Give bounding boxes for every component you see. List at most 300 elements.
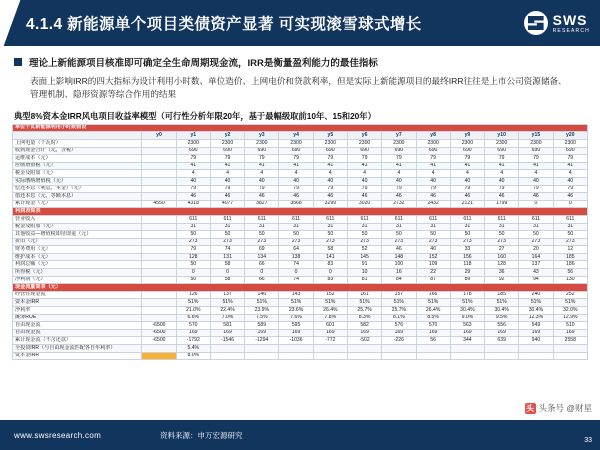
table-cell: 79 <box>347 185 381 193</box>
table-cell <box>142 170 176 178</box>
table-cell: -1546 <box>210 337 244 345</box>
table-row <box>13 162 588 170</box>
table-cell: y2 <box>210 132 244 140</box>
table-cell: 26.4% <box>313 307 347 315</box>
table-cell: 30.4% <box>450 307 484 315</box>
slide-footer <box>0 420 600 450</box>
table-cell <box>142 193 176 201</box>
table-cell: 690 <box>382 147 416 155</box>
table-cell: 79 <box>210 155 244 163</box>
table-row <box>13 238 588 246</box>
table-cell: 66 <box>245 276 279 284</box>
table-cell: 23.6% <box>279 307 313 315</box>
table-cell: 50 <box>176 261 210 269</box>
table-cell <box>245 345 279 353</box>
table-row <box>13 223 588 231</box>
table-cell <box>142 246 176 254</box>
table-cell: 92 <box>485 276 519 284</box>
table-cell: 7.0% <box>210 314 244 322</box>
row-label: 净利率 <box>13 307 142 315</box>
table-cell: y3 <box>245 132 279 140</box>
table-cell: 2558 <box>553 337 587 345</box>
table-cell: 31 <box>519 223 553 231</box>
table-row <box>13 269 588 277</box>
row-label: 摊薄ROE <box>13 314 142 322</box>
table-cell: 2300 <box>210 139 244 147</box>
table-row <box>13 215 588 223</box>
row-label: 维护成本（元） <box>13 253 142 261</box>
table-cell: 41 <box>416 162 450 170</box>
watermark-text: 头条号 @财星 <box>538 403 592 413</box>
table-cell: 152 <box>313 291 347 299</box>
table-cell: 66 <box>245 261 279 269</box>
table-cell <box>142 139 176 147</box>
table-row <box>13 352 588 360</box>
table-cell: 89 <box>450 276 484 284</box>
table-cell: 46 <box>347 193 381 201</box>
table-cell: 40 <box>347 177 381 185</box>
table-cell: 50 <box>176 276 210 284</box>
table-cell: 611 <box>176 215 210 223</box>
key-point-row <box>14 55 586 69</box>
table-cell <box>142 253 176 261</box>
table-cell: 690 <box>347 147 381 155</box>
table-cell: 31 <box>176 223 210 231</box>
table-cell: 52 <box>347 246 381 254</box>
table-cell: 51% <box>176 299 210 307</box>
table-cell: 570 <box>416 322 450 330</box>
table-cell: 41 <box>450 162 484 170</box>
table-cell: -226 <box>382 337 416 345</box>
table-cell: 31 <box>450 223 484 231</box>
table-cell: 46 <box>382 193 416 201</box>
table-cell: 51% <box>382 299 416 307</box>
table-cell: y6 <box>347 132 381 140</box>
row-label: 自由现金流 <box>13 329 142 337</box>
page-number: 33 <box>584 437 592 444</box>
row-label: 实际缴纳增值税（元） <box>13 177 142 185</box>
table-cell: 273 <box>553 238 587 246</box>
table-row <box>13 170 588 178</box>
table-cell: 64 <box>279 246 313 254</box>
brand-logo <box>524 11 590 35</box>
table-cell: 50 <box>450 231 484 239</box>
table-row <box>13 147 588 155</box>
table-cell: 46 <box>450 193 484 201</box>
table-cell: 690 <box>450 147 484 155</box>
table-cell: y15 <box>519 132 553 140</box>
row-label: 其他收益—增值税即征即退（元） <box>13 231 142 239</box>
section-label: 利润表简表 <box>13 208 588 216</box>
table-cell <box>142 155 176 163</box>
table-cell: 146 <box>245 291 279 299</box>
table-cell: 30.4% <box>485 307 519 315</box>
table-row <box>13 155 588 163</box>
table-cell: 50 <box>279 231 313 239</box>
row-label <box>13 132 142 140</box>
watermark-icon: 头 <box>526 403 534 413</box>
table-cell: 145 <box>347 253 381 261</box>
table-cell: 611 <box>485 215 519 223</box>
table-cell: 40 <box>382 177 416 185</box>
table-cell: 137 <box>210 291 244 299</box>
table-cell: 4 <box>485 170 519 178</box>
table-cell: 143 <box>279 291 313 299</box>
row-label: 全投资IRR（与自由现金流匹配各自年利率） <box>13 345 142 353</box>
table-cell: 40 <box>176 177 210 185</box>
table-cell: 152 <box>416 253 450 261</box>
row-label: 自由现金流 <box>13 322 142 330</box>
table-cell: 134 <box>245 253 279 261</box>
row-label: 偿还本息（利息、本金）（元） <box>13 185 142 193</box>
table-cell: 273 <box>176 238 210 246</box>
table-cell: 128 <box>485 261 519 269</box>
table-cell: 31 <box>485 223 519 231</box>
table-cell: 26.4% <box>416 307 450 315</box>
table-cell: 31 <box>279 223 313 231</box>
table-cell: 23.9% <box>245 307 279 315</box>
table-cell: 4 <box>347 170 381 178</box>
table-cell: 240 <box>519 291 553 299</box>
table-cell: 160 <box>485 253 519 261</box>
table-cell: 3020 <box>347 200 381 208</box>
table-cell <box>279 352 313 360</box>
table-cell: 690 <box>519 147 553 155</box>
table-cell: 69 <box>245 246 279 254</box>
table-cell: 10 <box>347 269 381 277</box>
table-cell: y20 <box>553 132 587 140</box>
table-cell <box>210 352 244 360</box>
table-cell <box>416 345 450 353</box>
table-cell: 79 <box>519 155 553 163</box>
table-cell <box>347 352 381 360</box>
table-cell: 40 <box>553 177 587 185</box>
table-cell: 3827 <box>245 200 279 208</box>
table-cell: 50 <box>245 231 279 239</box>
table-cell <box>142 291 176 299</box>
table-cell: 41 <box>176 162 210 170</box>
supporting-paragraph: 表面上影响IRR的四大指标为设计利用小时数、单位造价、上网电价和贷款利率，但是实际上新能源项目的最终IRR往往是上市公司资源储备、管理机制、隐形资源等综合作用的结果 <box>30 76 567 99</box>
table-cell: 0 <box>245 269 279 277</box>
table-cell <box>142 307 176 315</box>
table-cell <box>142 215 176 223</box>
table-cell: 46 <box>553 193 587 201</box>
table-cell: 186 <box>553 261 587 269</box>
table-cell: 4 <box>245 170 279 178</box>
table-cell <box>142 276 176 284</box>
table-cell <box>382 352 416 360</box>
table-cell: 79 <box>347 155 381 163</box>
table-cell: 169 <box>279 329 313 337</box>
table-cell: 41 <box>485 162 519 170</box>
table-caption: 典型8%资本金IRR风电项目收益率模型（可行性分析年限20年，基于最幅级取前10年、15和20年） <box>14 110 376 121</box>
table-cell: 25.7% <box>347 307 381 315</box>
table-cell: 582 <box>347 322 381 330</box>
table-cell: 79 <box>519 185 553 193</box>
table-header-row <box>13 132 588 140</box>
table-cell: 16 <box>382 269 416 277</box>
brand-subname: RESEARCH <box>552 27 590 34</box>
header-wedge-decor <box>0 0 20 46</box>
row-label: 所得税（元） <box>13 269 142 277</box>
table-cell: 12.9% <box>553 314 587 322</box>
table-cell: 56 <box>416 337 450 345</box>
table-cell: 690 <box>485 147 519 155</box>
financial-table-wrap <box>12 124 588 360</box>
table-cell <box>142 345 176 353</box>
table-cell: -6500 <box>142 337 176 345</box>
table-cell: 40 <box>519 177 553 185</box>
table-row <box>13 337 588 345</box>
table-cell: 50 <box>519 231 553 239</box>
table-cell: 20 <box>519 246 553 254</box>
table-cell: 611 <box>313 215 347 223</box>
table-cell: 79 <box>245 155 279 163</box>
table-cell: 169 <box>210 329 244 337</box>
table-cell: 690 <box>279 147 313 155</box>
table-cell: 21.0% <box>176 307 210 315</box>
table-cell: 50 <box>382 231 416 239</box>
table-cell <box>416 352 450 360</box>
table-cell: 46 <box>279 193 313 201</box>
table-cell: 79 <box>279 185 313 193</box>
table-cell: -772 <box>313 337 347 345</box>
table-cell: y1 <box>176 132 210 140</box>
table-cell: 91 <box>347 261 381 269</box>
table-cell: 8.0% <box>176 352 210 360</box>
table-cell: 41 <box>279 162 313 170</box>
table-cell: 94 <box>519 276 553 284</box>
table-cell: 12 <box>553 246 587 254</box>
table-cell: 0 <box>553 200 587 208</box>
table-cell: 51% <box>313 299 347 307</box>
table-cell: 156 <box>450 253 484 261</box>
table-cell: 40 <box>245 177 279 185</box>
table-cell: 157 <box>382 291 416 299</box>
table-cell: 51% <box>450 299 484 307</box>
row-label: 税金及附加（元） <box>13 170 142 178</box>
table-cell: 273 <box>245 238 279 246</box>
table-cell: 79 <box>210 185 244 193</box>
table-cell: 79 <box>450 185 484 193</box>
table-cell: 166 <box>416 291 450 299</box>
table-row <box>13 329 588 337</box>
table-cell: 137 <box>519 261 553 269</box>
section-label: 单位千瓦新能源利用小时数假设 <box>13 124 588 132</box>
sws-logo-icon <box>524 11 548 35</box>
table-cell: 611 <box>245 215 279 223</box>
table-cell: 4 <box>450 170 484 178</box>
table-cell: 46 <box>313 193 347 201</box>
table-cell: 690 <box>553 147 587 155</box>
table-cell <box>142 147 176 155</box>
table-cell: 611 <box>279 215 313 223</box>
table-cell: -1792 <box>176 337 210 345</box>
table-cell: 252 <box>553 291 587 299</box>
row-label: 利润总额（元） <box>13 261 142 269</box>
table-cell: 51% <box>279 299 313 307</box>
table-cell: 273 <box>416 238 450 246</box>
footer-source: 资料来源：申万宏源研究 <box>160 431 243 440</box>
table-cell: 2121 <box>450 200 484 208</box>
table-cell: 46 <box>382 246 416 254</box>
table-cell: 141 <box>313 253 347 261</box>
table-cell: 128 <box>176 253 210 261</box>
table-cell: 4 <box>313 170 347 178</box>
table-cell: 27 <box>485 246 519 254</box>
table-cell: 41 <box>347 162 381 170</box>
table-cell: 56 <box>553 269 587 277</box>
table-cell: 79 <box>485 185 519 193</box>
table-cell: 2300 <box>519 139 553 147</box>
table-cell: 51% <box>553 299 587 307</box>
table-cell: 0 <box>176 269 210 277</box>
table-cell <box>142 162 176 170</box>
table-cell: 273 <box>519 238 553 246</box>
table-cell: 79 <box>553 185 587 193</box>
table-cell: 690 <box>210 147 244 155</box>
row-label: 上网电量（千瓦时） <box>13 139 142 147</box>
table-cell: 589 <box>245 322 279 330</box>
table-cell: 51% <box>245 299 279 307</box>
table-cell: 25.7% <box>382 307 416 315</box>
table-cell: 273 <box>279 238 313 246</box>
table-cell: 50 <box>210 231 244 239</box>
table-cell: 130 <box>553 276 587 284</box>
table-cell: 79 <box>416 155 450 163</box>
table-row <box>13 261 588 269</box>
table-cell: 169 <box>382 329 416 337</box>
table-cell: 556 <box>485 322 519 330</box>
table-cell: 7.5% <box>245 314 279 322</box>
table-cell <box>142 231 176 239</box>
table-cell: 273 <box>313 238 347 246</box>
table-cell: 43 <box>519 269 553 277</box>
bullet-square-icon <box>14 58 22 66</box>
table-cell: 169 <box>553 329 587 337</box>
table-cell: 46 <box>176 193 210 201</box>
table-cell: y9 <box>450 132 484 140</box>
table-cell: 79 <box>450 155 484 163</box>
table-cell <box>279 345 313 353</box>
table-cell: -502 <box>347 337 381 345</box>
table-cell <box>519 352 553 360</box>
table-cell: -6500 <box>142 329 176 337</box>
table-cell: 22 <box>416 269 450 277</box>
table-cell: 4 <box>210 170 244 178</box>
table-cell: 2300 <box>416 139 450 147</box>
table-cell <box>553 345 587 353</box>
table-cell: 2300 <box>450 139 484 147</box>
table-cell <box>485 352 519 360</box>
table-cell: 50 <box>485 231 519 239</box>
table-cell: 51% <box>347 299 381 307</box>
table-row <box>13 307 588 315</box>
footer-website[interactable]: www.swsresearch.com <box>14 430 102 440</box>
table-cell: 41 <box>313 162 347 170</box>
table-cell: 40 <box>416 246 450 254</box>
table-cell: 40 <box>450 177 484 185</box>
table-cell: 1799 <box>485 200 519 208</box>
table-cell <box>142 177 176 185</box>
table-cell: 4550 <box>142 200 176 208</box>
table-cell: 690 <box>176 147 210 155</box>
table-cell: 31 <box>313 223 347 231</box>
table-cell: 169 <box>347 329 381 337</box>
table-cell: 118 <box>450 261 484 269</box>
table-cell: 4 <box>519 170 553 178</box>
table-cell: 570 <box>176 322 210 330</box>
table-section-header <box>13 284 588 292</box>
table-cell: 148 <box>382 253 416 261</box>
table-cell: 8.5% <box>416 314 450 322</box>
row-label: 资本金IRR <box>13 299 142 307</box>
row-label: 累计现金流（不含还款） <box>13 337 142 345</box>
table-cell: 51% <box>519 299 553 307</box>
table-cell: 40 <box>279 177 313 185</box>
table-cell: 690 <box>313 147 347 155</box>
table-cell: 79 <box>553 155 587 163</box>
table-cell: 595 <box>279 322 313 330</box>
table-cell: 4318 <box>176 200 210 208</box>
table-cell: 690 <box>416 147 450 155</box>
table-cell: 0 <box>313 269 347 277</box>
key-point-text: 理论上新能源项目核准即可确定全生命周期现金流，IRR是衡量盈利能力的最佳指标 <box>29 58 378 69</box>
table-cell: 46 <box>485 193 519 201</box>
table-cell: y5 <box>313 132 347 140</box>
table-cell: 2300 <box>279 139 313 147</box>
table-cell: 611 <box>416 215 450 223</box>
table-cell: 40 <box>210 177 244 185</box>
table-cell: 87 <box>416 276 450 284</box>
table-cell: 50 <box>176 231 210 239</box>
table-cell: 31 <box>245 223 279 231</box>
row-label: 税金及附加（元） <box>13 223 142 231</box>
table-cell: 4 <box>176 170 210 178</box>
table-cell: 2300 <box>176 139 210 147</box>
table-cell <box>142 185 176 193</box>
table-cell: 79 <box>176 155 210 163</box>
table-cell: 2300 <box>382 139 416 147</box>
table-cell: 7.6% <box>279 314 313 322</box>
table-cell: y10 <box>485 132 519 140</box>
table-cell: 58 <box>313 246 347 254</box>
table-section-header <box>13 208 588 216</box>
table-cell: 2300 <box>485 139 519 147</box>
table-cell <box>142 269 176 277</box>
table-section-header <box>13 124 588 132</box>
table-cell: 74 <box>279 261 313 269</box>
table-cell: 46 <box>245 193 279 201</box>
table-cell: 185 <box>485 291 519 299</box>
table-row <box>13 193 588 201</box>
table-cell <box>450 345 484 353</box>
page-title: 4.1.4 新能源单个项目类债资产显著 可实现滚雪球式增长 <box>26 16 422 33</box>
table-cell: 30.4% <box>519 307 553 315</box>
table-cell: 40 <box>416 177 450 185</box>
table-cell: 12.3% <box>519 314 553 322</box>
table-row <box>13 200 588 208</box>
table-row <box>13 314 588 322</box>
table-cell: 83 <box>313 276 347 284</box>
table-cell: 510 <box>553 322 587 330</box>
table-cell: 0 <box>279 269 313 277</box>
table-cell: 161 <box>347 291 381 299</box>
slide-header <box>0 0 600 46</box>
table-cell: 4 <box>279 170 313 178</box>
table-cell: 74 <box>210 246 244 254</box>
table-cell: 51% <box>210 299 244 307</box>
